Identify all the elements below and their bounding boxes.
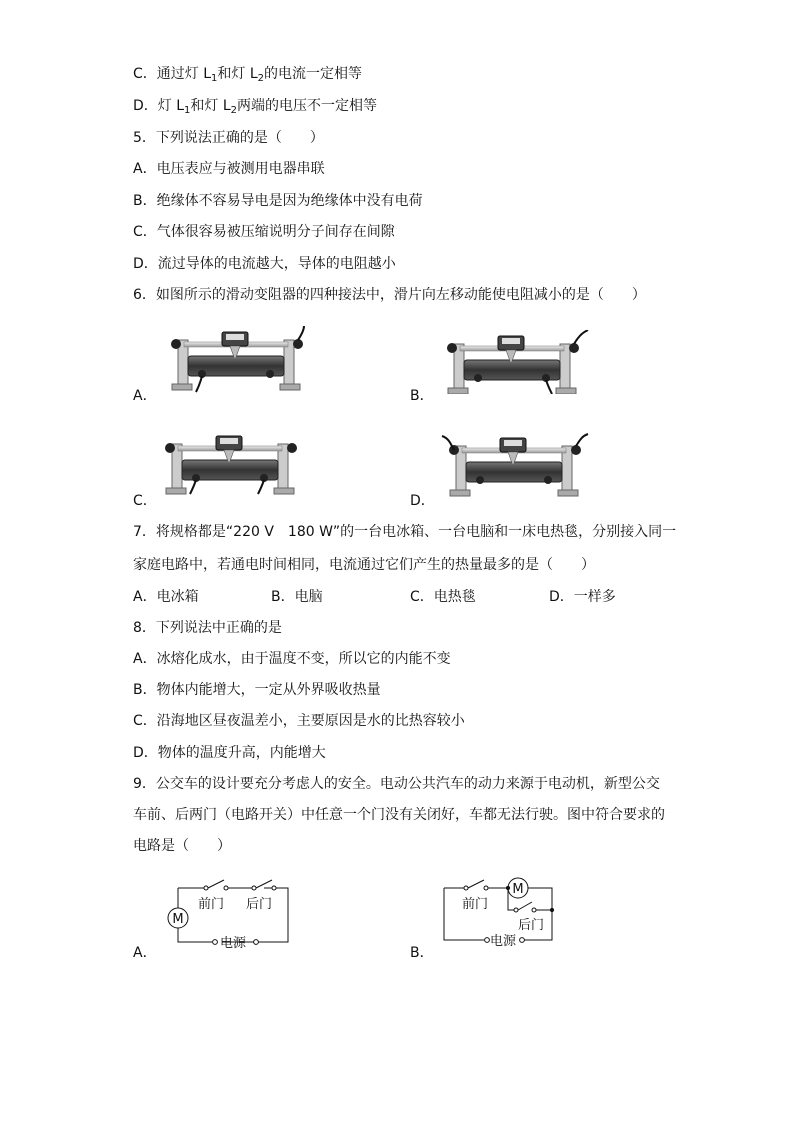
q8-option-d: D．物体的温度升高，内能增大 — [133, 745, 326, 761]
q8-option-b: B．物体内能增大，一定从外界吸收热量 — [133, 682, 381, 698]
power-source-label-a: 电源 — [220, 936, 247, 951]
q5-stem: 5．下列说法正确的是（ ） — [133, 130, 324, 146]
back-door-label-b: 后门 — [518, 918, 545, 933]
q7-option-c: C．电热毯 — [410, 589, 476, 605]
q9-stem-line3: 电路是（ ） — [133, 838, 231, 854]
q5-option-a: A．电压表应与被测用电器串联 — [133, 161, 325, 177]
q6-label-d: D． — [410, 493, 435, 509]
q5-option-d: D．流过导体的电流越大，导体的电阻越小 — [133, 256, 396, 272]
q6-label-b: B． — [410, 388, 434, 404]
q4-option-c: C．通过灯 $L_1$和灯 $L_2$的电流一定相等 — [133, 66, 363, 84]
power-source-label-b: 电源 — [490, 934, 517, 949]
q8-stem: 8．下列说法中正确的是 — [133, 620, 282, 636]
q9-stem-line1: 9．公交车的设计要充分考虑人的安全。电动公共汽车的动力来源于电动机，新型公交 — [133, 776, 660, 792]
q9-label-a: A． — [133, 945, 157, 961]
circuit-diagram-b — [440, 872, 560, 952]
back-door-label-a: 后门 — [246, 897, 273, 912]
q5-option-c: C．气体很容易被压缩说明分子间存在间隙 — [133, 224, 395, 240]
q8-option-a: A．冰熔化成水，由于温度不变，所以它的内能不变 — [133, 651, 451, 667]
q7-stem-line2: 家庭电路中，若通电时间相同，电流通过它们产生的热量最多的是（ ） — [133, 557, 595, 573]
motor-label-b: M — [512, 882, 524, 897]
q6-label-a: A． — [133, 388, 157, 404]
front-door-label-b: 前门 — [462, 897, 489, 912]
q6-stem: 6．如图所示的滑动变阻器的四种接法中，滑片向左移动能使电阻减小的是（ ） — [133, 287, 646, 303]
q7-option-a: A．电冰箱 — [133, 589, 199, 605]
q4-option-d: D．灯 $L_1$和灯 $L_2$两端的电压不一定相等 — [133, 98, 378, 116]
rheostat-image-a — [166, 326, 312, 394]
rheostat-image-d — [440, 432, 590, 498]
q9-stem-line2: 车前、后两门（电路开关）中任意一个门没有关闭好，车都无法行驶。图中符合要求的 — [133, 807, 665, 823]
q7-option-b: B．电脑 — [271, 589, 323, 605]
front-door-label-a: 前门 — [198, 897, 225, 912]
rheostat-image-c — [160, 430, 306, 496]
q6-label-c: C． — [133, 493, 157, 509]
circuit-diagram-a — [160, 872, 295, 952]
motor-label-a: M — [172, 912, 184, 927]
q9-label-b: B． — [410, 945, 434, 961]
q8-option-c: C．沿海地区昼夜温差小，主要原因是水的比热容较小 — [133, 713, 465, 729]
q7-stem-line1: 7．将规格都是“220 V 180 W”的一台电冰箱、一台电脑和一床电热毯，分别接入同一 — [133, 524, 677, 540]
rheostat-image-b — [440, 330, 590, 394]
q7-option-d: D．一样多 — [549, 589, 616, 605]
q5-option-b: B．绝缘体不容易导电是因为绝缘体中没有电荷 — [133, 193, 423, 209]
